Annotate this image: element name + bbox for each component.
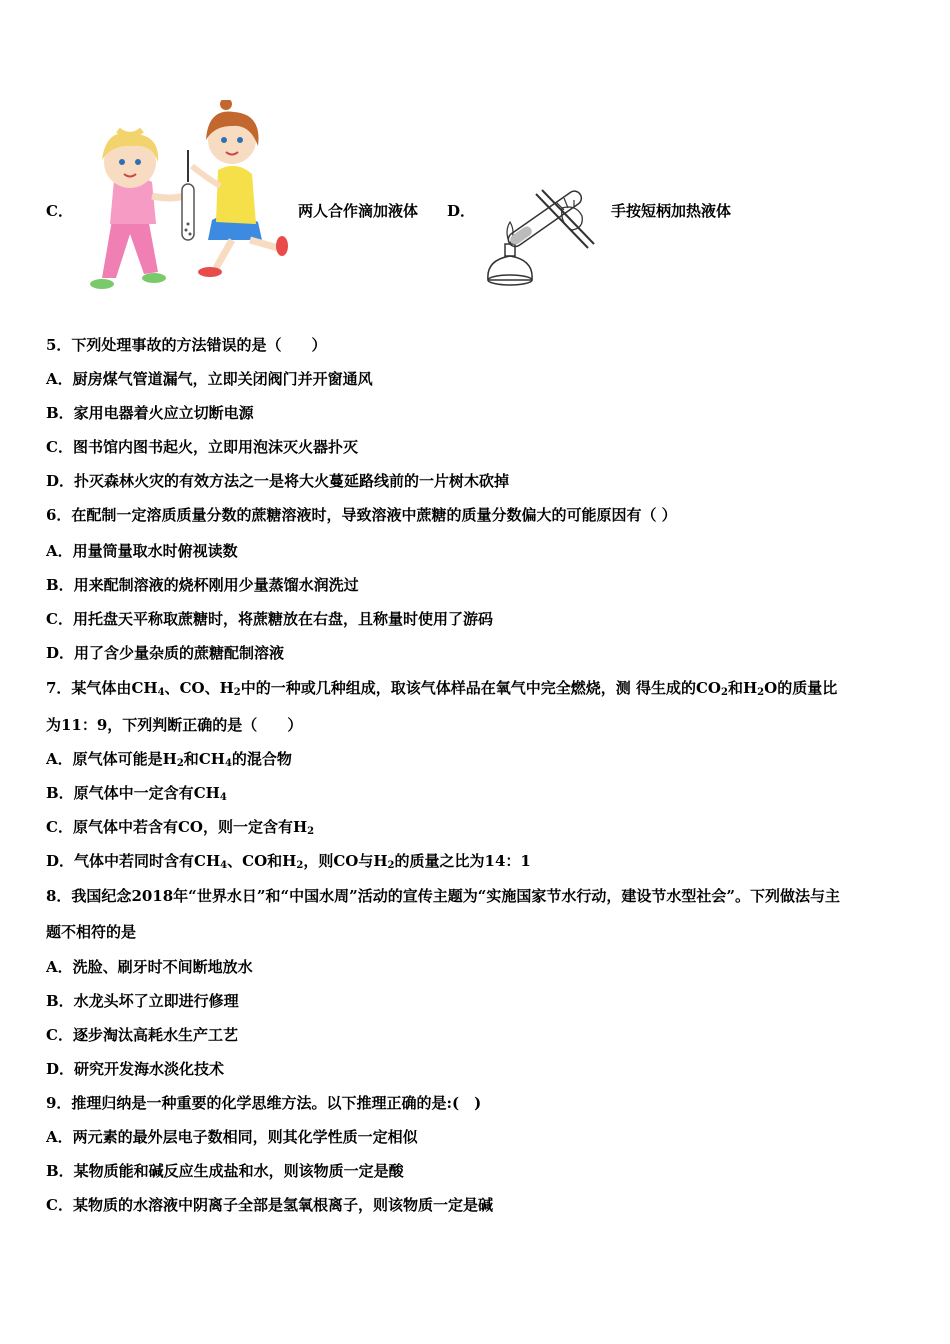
q6-option-a: A．用量筒量取水时俯视读数 — [46, 542, 238, 560]
q7-stem-line2: 为11：9，下列判断正确的是（ ） — [46, 716, 303, 734]
q7-option-d: D．气体中若同时含有$CH_4$、CO和$H_2$，则CO与$H_2$的质量之比为14：1 — [46, 852, 531, 871]
q9-stem: 9．推理归纳是一种重要的化学思维方法。以下推理正确的是:( ) — [46, 1094, 482, 1112]
q9-option-a: A．两元素的最外层电子数相同，则其化学性质一定相似 — [46, 1128, 418, 1146]
q4-option-c-label: C． — [46, 202, 73, 220]
q8-option-c: C．逐步淘汰高耗水生产工艺 — [46, 1026, 238, 1044]
q8-option-a: A．洗脸、刷牙时不间断地放水 — [46, 958, 253, 976]
q8-option-d: D．研究开发海水淡化技术 — [46, 1060, 225, 1078]
q5-option-d: D．扑灭森林火灾的有效方法之一是将大火蔓延路线前的一片树木砍掉 — [46, 472, 510, 490]
q8-option-b: B．水龙头坏了立即进行修理 — [46, 992, 239, 1010]
q6-option-b: B．用来配制溶液的烧杯刚用少量蒸馏水润洗过 — [46, 576, 359, 594]
q4-option-d-text: 手按短柄加热液体 — [611, 202, 732, 220]
q7-option-a: A．原气体可能是$H_2$和$CH_4$的混合物 — [46, 750, 292, 769]
q5-stem: 5．下列处理事故的方法错误的是（ ） — [46, 336, 327, 354]
q5-option-b: B．家用电器着火应立切断电源 — [46, 404, 254, 422]
q6-option-c: C．用托盘天平称取蔗糖时，将蔗糖放在右盘，且称量时使用了游码 — [46, 610, 493, 628]
q6-stem: 6．在配制一定溶质质量分数的蔗糖溶液时，导致溶液中蔗糖的质量分数偏大的可能原因有（ ） — [46, 506, 677, 524]
q8-stem-line2: 题不相符的是 — [46, 923, 137, 941]
q6-option-d: D．用了含少量杂质的蔗糖配制溶液 — [46, 644, 285, 662]
children-dropper-illustration — [82, 100, 292, 292]
q9-option-b: B．某物质能和碱反应生成盐和水，则该物质一定是酸 — [46, 1162, 404, 1180]
q9-option-c: C．某物质的水溶液中阴离子全部是氢氧根离子，则该物质一定是碱 — [46, 1196, 493, 1214]
q4-option-c-text: 两人合作滴加液体 — [298, 202, 419, 220]
q7-stem-line1: 7．某气体由$CH_4$、CO、$H_2$中的一种或几种组成，取该气体样品在氧气中完全燃烧，测 得生成的$CO_2$和$H_2O$的质量比 — [46, 679, 838, 698]
q4-option-d-label: D． — [447, 202, 476, 220]
q7-option-c: C．原气体中若含有CO，则一定含有$H_2$ — [46, 818, 315, 837]
q7-option-b: B．原气体中一定含有$CH_4$ — [46, 784, 227, 803]
q5-option-a: A．厨房煤气管道漏气，立即关闭阀门并开窗通风 — [46, 370, 373, 388]
q5-option-c: C．图书馆内图书起火，立即用泡沫灭火器扑灭 — [46, 438, 358, 456]
q8-stem-line1: 8．我国纪念2018年“世界水日”和“中国水周”活动的宣传主题为“实施国家节水行动，建设节水型社会”。下列做法与主 — [46, 887, 840, 905]
test-tube-heating-illustration — [480, 164, 604, 292]
